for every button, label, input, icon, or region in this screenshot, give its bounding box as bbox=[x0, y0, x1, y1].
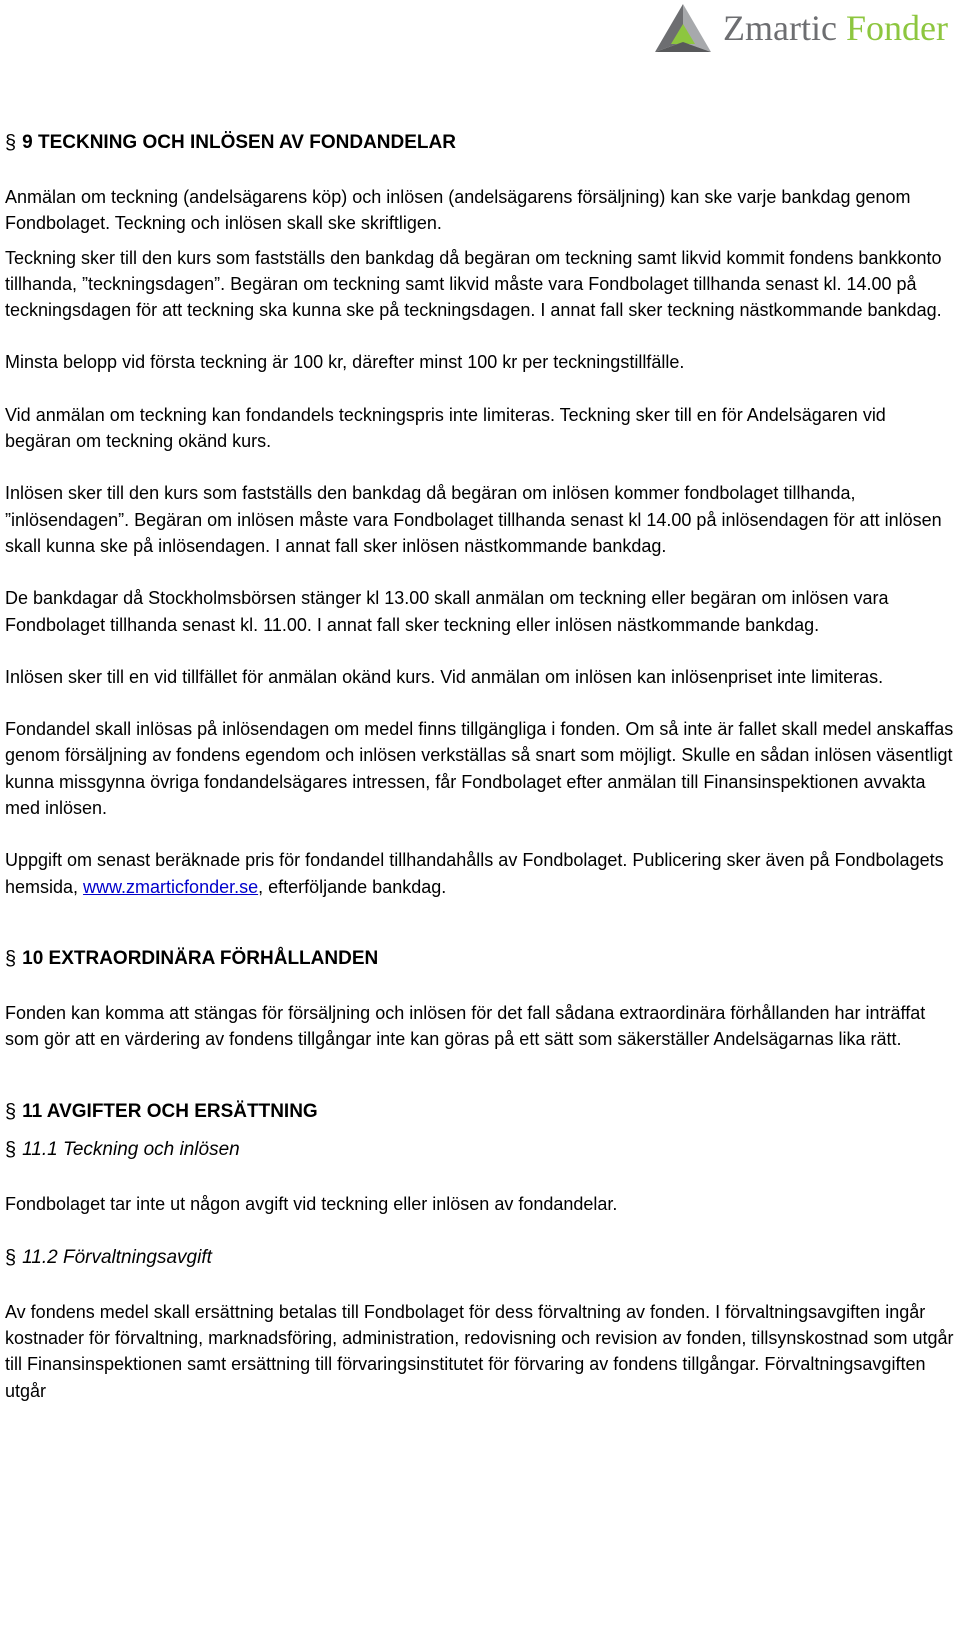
logo-name-part1: Zmartic bbox=[723, 8, 837, 48]
paragraph: Fondbolaget tar inte ut någon avgift vid teckning eller inlösen av fondandelar. bbox=[5, 1193, 618, 1214]
paragraph: Teckning sker till den kurs som fastställs den bankdag då begäran om teckning samt likvid kommit fondens bankkonto tillhanda, ”teckningsdagen”. Begäran om teckning samt likvid måste vara Fondbolaget tillhanda senast kl. 14.00 på teckningsdagen för att teckning ska kunna ske på teckningsdagen. I annat fall sker teckning nästkommande bankdag. bbox=[5, 247, 942, 321]
company-logo bbox=[653, 0, 948, 56]
paragraph: Fondandel skall inlösas på inlösendagen om medel finns tillgängliga i fonden. Om så inte är fallet skall medel anskaffas genom försäljning av fondens egendom och inlösen verkställas så snart som möjligt. Skulle en sådan inlösen väsentligt kunna missgynna övriga fondandelsägares intressen, får Fondbolaget efter anmälan till Finansinspektionen avvakta med inlösen. bbox=[5, 719, 954, 819]
paragraph: Av fondens medel skall ersättning betalas till Fondbolaget för dess förvaltning av fonden. I förvaltningsavgiften ingår kostnader för förvaltning, marknadsföring, administration, redovisning och revision av fonden, tillsynskostnad som utgår till Finansinspektionen samt ersättning till förvaringsinstitutet för förvaring av fondens tillgångar. Förvaltningsavgiften utgår bbox=[5, 1301, 954, 1401]
section-symbol: § bbox=[5, 132, 17, 154]
section-symbol: § bbox=[5, 947, 17, 970]
section-heading-9: § 9 TECKNING OCH INLÖSEN AV FONDANDELAR bbox=[5, 128, 955, 158]
paragraph: Fonden kan komma att stängas för försäljning och inlösen för det fall sådana extraordinära förhållanden har inträffat som gör att en värdering av fondens tillgångar inte kan göras på ett sätt som säkerställer Andelsägarnas lika rätt. bbox=[5, 1002, 926, 1050]
paragraph: Anmälan om teckning (andelsägarens köp) och inlösen (andelsägarens försäljning) kan ske varje bankdag genom Fondbolaget. Teckning och inlösen skall ske skriftligen. bbox=[5, 187, 911, 234]
section-symbol: § bbox=[5, 1138, 17, 1161]
paragraph: Vid anmälan om teckning kan fondandels teckningspris inte limiteras. Teckning sker till en för Andelsägaren vid begäran om teckning okänd kurs. bbox=[5, 404, 886, 452]
section-symbol: § bbox=[5, 1246, 17, 1269]
section-heading-10: § 10 EXTRAORDINÄRA FÖRHÅLLANDEN bbox=[5, 944, 955, 974]
paragraph: Inlösen sker till den kurs som fastställs den bankdag då begäran om inlösen kommer fondbolaget tillhanda, ”inlösendagen”. Begäran om inlösen måste vara Fondbolaget tillhanda senast kl 14.00 på inlösendagen för att inlösen skall kunna ske på inlösendagen. I annat fall sker inlösen nästkommande bankdag. bbox=[5, 483, 942, 556]
subsection-heading-11-1: § 11.1 Teckning och inlösen bbox=[5, 1135, 955, 1165]
paragraph: Minsta belopp vid första teckning är 100 kr, därefter minst 100 kr per teckningstillfälle. bbox=[5, 352, 685, 373]
document-body bbox=[5, 128, 955, 1404]
paragraph-with-link: Uppgift om senast beräknade pris för fondandel tillhandahålls av Fondbolaget. Publicering sker även på Fondbolagets hemsida, www.zmarticfonder.se, efterföljande bankdag. bbox=[5, 850, 944, 897]
section-heading-11: § 11 AVGIFTER OCH ERSÄTTNING bbox=[5, 1097, 955, 1127]
subsection-heading-11-2: § 11.2 Förvaltningsavgift bbox=[5, 1243, 955, 1273]
website-link[interactable]: www.zmarticfonder.se bbox=[83, 876, 259, 897]
logo-name-part2: Fonder bbox=[846, 8, 948, 48]
paragraph: Inlösen sker till en vid tillfället för anmälan okänd kurs. Vid anmälan om inlösen kan inlösenpriset inte limiteras. bbox=[5, 666, 884, 687]
logo-text bbox=[723, 7, 948, 49]
paragraph: De bankdagar då Stockholmsbörsen stänger kl 13.00 skall anmälan om teckning eller begäran om inlösen vara Fondbolaget tillhanda senast kl. 11.00. I annat fall sker teckning eller inlösen nästkommande bankdag. bbox=[5, 588, 889, 635]
pyramid-logo-icon bbox=[653, 2, 713, 54]
section-symbol: § bbox=[5, 1100, 17, 1123]
